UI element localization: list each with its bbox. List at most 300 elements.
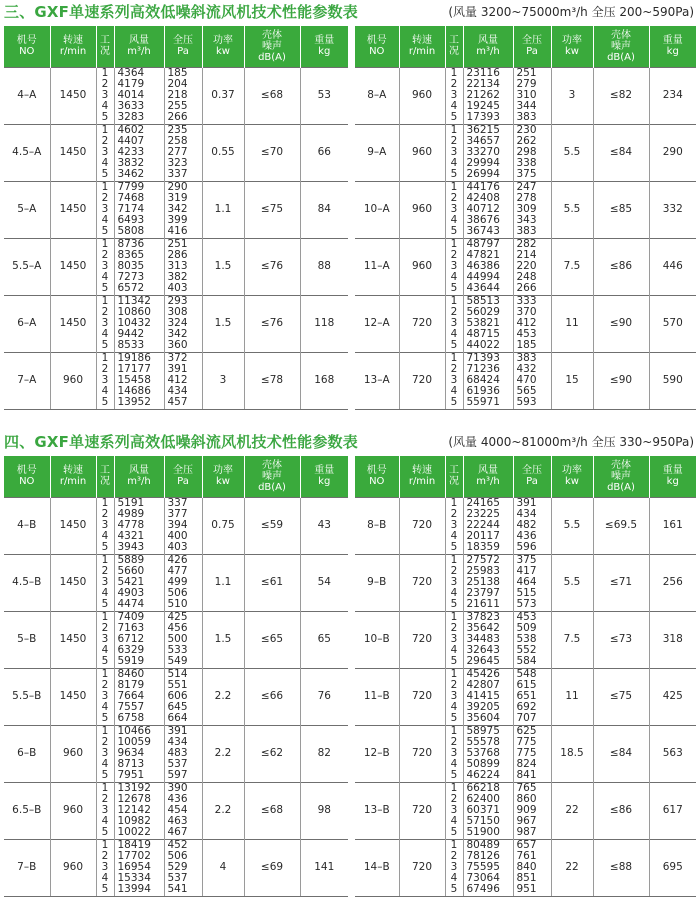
- cell-noise: ≤68: [244, 782, 300, 839]
- cell-airflow-value: 7468: [117, 192, 145, 204]
- cell-condition-value: 4: [450, 214, 458, 226]
- cell-pressure-value: 383: [516, 352, 537, 364]
- cell-condition: [445, 725, 463, 782]
- cell-condition-value: 4: [450, 385, 458, 397]
- cell-condition-value: 5: [450, 541, 458, 553]
- cell-airflow: [114, 497, 164, 554]
- cell-airflow-value: 4989: [117, 508, 145, 520]
- cell-pressure-value: 851: [516, 872, 537, 884]
- table-row: [4, 725, 348, 782]
- cell-airflow-value: 11342: [117, 295, 151, 307]
- cell-airflow-value: 3633: [117, 100, 145, 112]
- hdr-noise: 壳体 噪声 dB(A): [593, 456, 649, 497]
- cell-speed: 720: [399, 725, 445, 782]
- cell-airflow-value: 58513: [466, 295, 500, 307]
- cell-pressure-value: 625: [516, 725, 537, 737]
- cell-airflow-value: 18419: [117, 839, 151, 851]
- cell-condition-value: 2: [450, 135, 458, 147]
- cell-pressure-value: 248: [516, 271, 537, 283]
- cell-noise: ≤75: [244, 181, 300, 238]
- cell-pressure: [164, 611, 202, 668]
- cell-pressure-value: 453: [516, 611, 537, 623]
- cell-pressure-value: 309: [516, 203, 537, 215]
- cell-pressure-value: 251: [167, 238, 188, 250]
- cell-model-no: 8–A: [355, 67, 399, 124]
- cell-airflow-value: 21611: [466, 598, 500, 610]
- cell-model-no: 5.5–A: [4, 238, 50, 295]
- cell-condition: [96, 352, 114, 409]
- cell-condition-value: 3: [101, 519, 109, 531]
- cell-airflow-value: 6329: [117, 644, 145, 656]
- cell-pressure-value: 412: [516, 317, 537, 329]
- cell-pressure-value: 482: [516, 519, 537, 531]
- cell-airflow-value: 4179: [117, 78, 145, 90]
- cell-noise: ≤84: [593, 725, 649, 782]
- cell-pressure-value: 499: [167, 576, 188, 588]
- cell-condition-value: 5: [450, 712, 458, 724]
- cell-speed: 1450: [50, 124, 96, 181]
- cell-condition: [445, 181, 463, 238]
- cell-pressure-value: 584: [516, 655, 537, 667]
- cell-pressure-value: 593: [516, 396, 537, 408]
- cell-pressure-value: 400: [167, 530, 188, 542]
- cell-pressure: [164, 295, 202, 352]
- cell-power: 5.5: [551, 497, 593, 554]
- cell-airflow-value: 26994: [466, 168, 500, 180]
- cell-condition-value: 1: [101, 839, 109, 851]
- cell-condition-value: 5: [101, 826, 109, 838]
- cell-noise: ≤65: [244, 611, 300, 668]
- cell-condition-value: 3: [450, 804, 458, 816]
- cell-pressure-value: 344: [516, 100, 537, 112]
- cell-condition: [445, 295, 463, 352]
- cell-airflow-value: 7951: [117, 769, 145, 781]
- cell-condition: [445, 497, 463, 554]
- table-header-row: [4, 26, 348, 67]
- cell-condition-value: 3: [450, 146, 458, 158]
- cell-power: 5.5: [551, 554, 593, 611]
- cell-condition-value: 2: [101, 679, 109, 691]
- cell-pressure-value: 657: [516, 839, 537, 851]
- cell-airflow-value: 73064: [466, 872, 500, 884]
- cell-condition-value: 5: [450, 111, 458, 123]
- cell-noise: ≤88: [593, 839, 649, 896]
- cell-airflow-value: 5919: [117, 655, 145, 667]
- cell-airflow-value: 8035: [117, 260, 145, 272]
- cell-condition-value: 3: [101, 203, 109, 215]
- cell-weight: 98: [300, 782, 348, 839]
- cell-model-no: 9–A: [355, 124, 399, 181]
- cell-pressure-value: 391: [516, 497, 537, 509]
- cell-airflow-value: 14686: [117, 385, 151, 397]
- cell-pressure: [164, 725, 202, 782]
- cell-pressure-value: 765: [516, 782, 537, 794]
- cell-pressure-value: 399: [167, 214, 188, 226]
- cell-airflow: [114, 181, 164, 238]
- cell-power: 2.2: [202, 668, 244, 725]
- cell-condition-value: 1: [101, 668, 109, 680]
- cell-airflow-value: 4778: [117, 519, 145, 531]
- cell-pressure-value: 383: [516, 111, 537, 123]
- hdr-power: 功率 kw: [551, 26, 593, 67]
- cell-pressure-value: 510: [167, 598, 188, 610]
- cell-airflow-value: 25138: [466, 576, 500, 588]
- cell-pressure-value: 333: [516, 295, 537, 307]
- cell-weight: 290: [649, 124, 696, 181]
- cell-condition-value: 3: [450, 861, 458, 873]
- cell-model-no: 4.5–A: [4, 124, 50, 181]
- cell-speed: 1450: [50, 295, 96, 352]
- hdr-power: 功率 kw: [202, 456, 244, 497]
- cell-pressure-value: 824: [516, 758, 537, 770]
- cell-speed: 1450: [50, 668, 96, 725]
- cell-weight: 318: [649, 611, 696, 668]
- cell-condition-value: 4: [101, 701, 109, 713]
- cell-pressure-value: 425: [167, 611, 188, 623]
- table-row: [4, 238, 348, 295]
- cell-pressure-value: 372: [167, 352, 188, 364]
- cell-model-no: 4–B: [4, 497, 50, 554]
- cell-airflow-value: 44022: [466, 339, 500, 351]
- cell-condition-value: 2: [101, 736, 109, 748]
- cell-pressure-value: 664: [167, 712, 188, 724]
- cell-model-no: 11–A: [355, 238, 399, 295]
- cell-condition-value: 1: [450, 668, 458, 680]
- hdr-flow: 风量 m³/h: [114, 26, 164, 67]
- cell-airflow-value: 48797: [466, 238, 500, 250]
- cell-model-no: 12–A: [355, 295, 399, 352]
- section-four: [0, 430, 700, 895]
- cell-noise: ≤76: [244, 295, 300, 352]
- cell-airflow: [114, 67, 164, 124]
- cell-weight: 88: [300, 238, 348, 295]
- cell-condition-value: 4: [450, 644, 458, 656]
- cell-speed: 1450: [50, 67, 96, 124]
- cell-pressure-value: 456: [167, 622, 188, 634]
- cell-condition-value: 4: [101, 157, 109, 169]
- cell-airflow-value: 25983: [466, 565, 500, 577]
- cell-pressure-value: 692: [516, 701, 537, 713]
- cell-pressure-value: 279: [516, 78, 537, 90]
- cell-condition-value: 1: [450, 611, 458, 623]
- cell-pressure: [513, 668, 551, 725]
- cell-condition-value: 5: [450, 655, 458, 667]
- cell-speed: 960: [50, 725, 96, 782]
- cell-pressure-value: 323: [167, 157, 188, 169]
- spec-table-3-right: [355, 26, 696, 410]
- cell-pressure-value: 615: [516, 679, 537, 691]
- cell-condition-value: 1: [450, 181, 458, 193]
- cell-pressure-value: 282: [516, 238, 537, 250]
- cell-condition-value: 1: [101, 611, 109, 623]
- cell-airflow-value: 46386: [466, 260, 500, 272]
- cell-airflow-value: 3832: [117, 157, 145, 169]
- cell-airflow-value: 36743: [466, 225, 500, 237]
- cell-pressure-value: 565: [516, 385, 537, 397]
- cell-pressure: [164, 124, 202, 181]
- cell-airflow-value: 29645: [466, 655, 500, 667]
- cell-pressure-value: 375: [516, 554, 537, 566]
- cell-airflow-value: 10432: [117, 317, 151, 329]
- cell-weight: 446: [649, 238, 696, 295]
- cell-condition-value: 2: [450, 622, 458, 634]
- table-row: [355, 352, 696, 409]
- table-row: [4, 554, 348, 611]
- cell-condition-value: 3: [101, 747, 109, 759]
- cell-airflow-value: 61936: [466, 385, 500, 397]
- cell-weight: 43: [300, 497, 348, 554]
- cell-speed: 960: [50, 782, 96, 839]
- table-row: [355, 668, 696, 725]
- cell-airflow-value: 56029: [466, 306, 500, 318]
- cell-pressure-value: 840: [516, 861, 537, 873]
- hdr-weight: 重量 kg: [649, 26, 696, 67]
- cell-pressure: [513, 352, 551, 409]
- spec-table-4-right: [355, 456, 696, 897]
- section-four-title-row: [0, 430, 700, 452]
- cell-condition-value: 1: [101, 554, 109, 566]
- cell-airflow-value: 50899: [466, 758, 500, 770]
- cell-pressure-value: 533: [167, 644, 188, 656]
- cell-airflow: [463, 725, 513, 782]
- table-row: [4, 181, 348, 238]
- cell-pressure-value: 298: [516, 146, 537, 158]
- cell-power: 18.5: [551, 725, 593, 782]
- cell-airflow-value: 36215: [466, 124, 500, 136]
- cell-condition-value: 3: [101, 633, 109, 645]
- cell-weight: 234: [649, 67, 696, 124]
- cell-power: 22: [551, 839, 593, 896]
- cell-airflow-value: 45426: [466, 668, 500, 680]
- cell-condition-value: 3: [101, 317, 109, 329]
- cell-airflow-value: 7664: [117, 690, 145, 702]
- cell-pressure-value: 377: [167, 508, 188, 520]
- cell-pressure-value: 383: [516, 225, 537, 237]
- cell-condition-value: 1: [450, 497, 458, 509]
- cell-condition-value: 1: [101, 782, 109, 794]
- cell-speed: 1450: [50, 497, 96, 554]
- cell-airflow-value: 3943: [117, 541, 145, 553]
- cell-power: 5.5: [551, 124, 593, 181]
- cell-model-no: 14–B: [355, 839, 399, 896]
- cell-airflow-value: 7799: [117, 181, 145, 193]
- cell-airflow: [114, 782, 164, 839]
- cell-airflow: [463, 295, 513, 352]
- cell-airflow-value: 3283: [117, 111, 145, 123]
- cell-model-no: 12–B: [355, 725, 399, 782]
- cell-airflow-value: 55971: [466, 396, 500, 408]
- cell-weight: 332: [649, 181, 696, 238]
- cell-speed: 720: [399, 668, 445, 725]
- cell-power: 3: [202, 352, 244, 409]
- hdr-cond: 工 况: [445, 456, 463, 497]
- cell-pressure-value: 432: [516, 363, 537, 375]
- cell-pressure-value: 313: [167, 260, 188, 272]
- cell-airflow-value: 37823: [466, 611, 500, 623]
- cell-pressure-value: 434: [167, 736, 188, 748]
- cell-condition-value: 4: [450, 872, 458, 884]
- cell-condition: [445, 611, 463, 668]
- cell-condition-value: 3: [450, 203, 458, 215]
- cell-condition-value: 3: [101, 374, 109, 386]
- cell-weight: 141: [300, 839, 348, 896]
- cell-condition-value: 5: [450, 826, 458, 838]
- cell-weight: 65: [300, 611, 348, 668]
- hdr-speed: 转速 r/min: [50, 26, 96, 67]
- cell-airflow-value: 7409: [117, 611, 145, 623]
- cell-pressure-value: 500: [167, 633, 188, 645]
- cell-condition-value: 4: [101, 815, 109, 827]
- cell-pressure-value: 258: [167, 135, 188, 147]
- cell-airflow-value: 6572: [117, 282, 145, 294]
- cell-model-no: 10–A: [355, 181, 399, 238]
- cell-airflow-value: 10022: [117, 826, 151, 838]
- cell-pressure: [513, 839, 551, 896]
- table-row: [355, 295, 696, 352]
- cell-condition-value: 2: [450, 565, 458, 577]
- cell-airflow-value: 3462: [117, 168, 145, 180]
- cell-airflow: [463, 782, 513, 839]
- cell-condition-value: 2: [101, 135, 109, 147]
- hdr-weight: 重量 kg: [300, 456, 348, 497]
- cell-noise: ≤62: [244, 725, 300, 782]
- cell-airflow-value: 17393: [466, 111, 500, 123]
- cell-airflow-value: 58975: [466, 725, 500, 737]
- cell-airflow-value: 51900: [466, 826, 500, 838]
- hdr-flow: 风量 m³/h: [463, 456, 513, 497]
- cell-condition-value: 5: [101, 712, 109, 724]
- cell-airflow-value: 17177: [117, 363, 151, 375]
- hdr-no: 机号 NO: [4, 26, 50, 67]
- cell-airflow-value: 8365: [117, 249, 145, 261]
- cell-pressure-value: 324: [167, 317, 188, 329]
- cell-pressure-value: 277: [167, 146, 188, 158]
- cell-condition-value: 3: [450, 747, 458, 759]
- cell-speed: 720: [399, 497, 445, 554]
- cell-pressure-value: 278: [516, 192, 537, 204]
- cell-noise: ≤90: [593, 295, 649, 352]
- cell-condition-value: 1: [101, 295, 109, 307]
- cell-noise: ≤61: [244, 554, 300, 611]
- cell-pressure: [513, 295, 551, 352]
- cell-pressure-value: 434: [167, 385, 188, 397]
- cell-condition-value: 4: [450, 271, 458, 283]
- cell-airflow: [114, 839, 164, 896]
- cell-pressure-value: 529: [167, 861, 188, 873]
- table-row: [355, 611, 696, 668]
- cell-condition-value: 2: [450, 679, 458, 691]
- cell-pressure-value: 310: [516, 89, 537, 101]
- cell-condition-value: 1: [101, 124, 109, 136]
- cell-airflow-value: 48715: [466, 328, 500, 340]
- cell-pressure-value: 266: [167, 111, 188, 123]
- cell-condition-value: 3: [450, 633, 458, 645]
- table-row: [4, 611, 348, 668]
- cell-pressure-value: 436: [516, 530, 537, 542]
- cell-weight: 570: [649, 295, 696, 352]
- table-row: [355, 497, 696, 554]
- cell-power: 0.37: [202, 67, 244, 124]
- cell-condition-value: 1: [101, 238, 109, 250]
- cell-airflow-value: 5421: [117, 576, 145, 588]
- section-three-title-row: [0, 0, 700, 22]
- cell-airflow: [463, 497, 513, 554]
- cell-airflow-value: 8713: [117, 758, 145, 770]
- cell-airflow-value: 17702: [117, 850, 151, 862]
- cell-power: 1.1: [202, 181, 244, 238]
- cell-airflow: [463, 67, 513, 124]
- cell-condition-value: 1: [101, 497, 109, 509]
- cell-weight: 53: [300, 67, 348, 124]
- cell-condition-value: 2: [450, 192, 458, 204]
- cell-airflow-value: 15458: [117, 374, 151, 386]
- cell-pressure-value: 337: [167, 168, 188, 180]
- cell-airflow: [463, 668, 513, 725]
- cell-power: 1.5: [202, 295, 244, 352]
- cell-condition: [96, 725, 114, 782]
- cell-weight: 617: [649, 782, 696, 839]
- cell-condition: [96, 67, 114, 124]
- cell-condition-value: 4: [101, 530, 109, 542]
- cell-condition-value: 3: [450, 89, 458, 101]
- cell-pressure-value: 967: [516, 815, 537, 827]
- cell-weight: 256: [649, 554, 696, 611]
- cell-airflow-value: 35642: [466, 622, 500, 634]
- cell-pressure-value: 391: [167, 725, 188, 737]
- table-header-row: [4, 456, 348, 497]
- cell-airflow-value: 6493: [117, 214, 145, 226]
- cell-airflow: [114, 124, 164, 181]
- cell-airflow-value: 4903: [117, 587, 145, 599]
- cell-noise: ≤69: [244, 839, 300, 896]
- cell-speed: 960: [50, 839, 96, 896]
- cell-pressure: [513, 124, 551, 181]
- hdr-weight: 重量 kg: [649, 456, 696, 497]
- cell-condition: [96, 668, 114, 725]
- hdr-power: 功率 kw: [551, 456, 593, 497]
- cell-pressure-value: 606: [167, 690, 188, 702]
- cell-condition-value: 1: [101, 352, 109, 364]
- cell-pressure-value: 286: [167, 249, 188, 261]
- cell-condition-value: 5: [101, 225, 109, 237]
- cell-condition-value: 3: [450, 690, 458, 702]
- cell-condition-value: 1: [450, 725, 458, 737]
- cell-airflow: [463, 124, 513, 181]
- cell-speed: 720: [399, 352, 445, 409]
- cell-airflow-value: 35604: [466, 712, 500, 724]
- cell-condition: [445, 554, 463, 611]
- cell-pressure-value: 454: [167, 804, 188, 816]
- cell-speed: 720: [399, 295, 445, 352]
- cell-pressure-value: 251: [516, 67, 537, 79]
- cell-airflow-value: 29994: [466, 157, 500, 169]
- cell-condition-value: 5: [101, 883, 109, 895]
- cell-condition-value: 4: [101, 214, 109, 226]
- cell-noise: ≤76: [244, 238, 300, 295]
- cell-pressure-value: 370: [516, 306, 537, 318]
- hdr-noise: 壳体 噪声 dB(A): [593, 26, 649, 67]
- cell-pressure: [513, 554, 551, 611]
- cell-condition-value: 1: [450, 295, 458, 307]
- cell-weight: 425: [649, 668, 696, 725]
- cell-condition-value: 4: [101, 385, 109, 397]
- cell-condition: [96, 554, 114, 611]
- cell-condition: [445, 782, 463, 839]
- hdr-power: 功率 kw: [202, 26, 244, 67]
- cell-speed: 960: [50, 352, 96, 409]
- cell-pressure-value: 909: [516, 804, 537, 816]
- cell-condition-value: 2: [101, 78, 109, 90]
